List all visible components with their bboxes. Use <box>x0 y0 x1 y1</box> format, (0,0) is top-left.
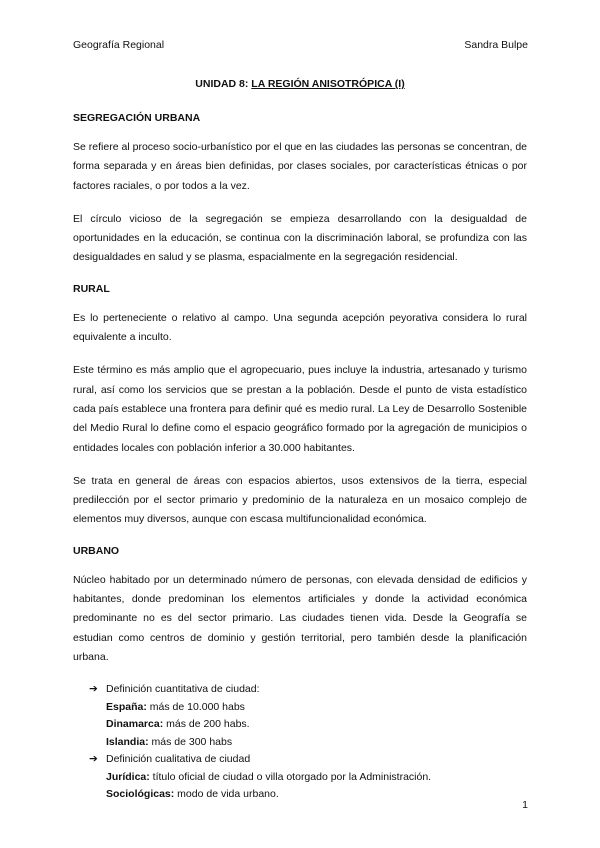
list-item <box>106 769 527 787</box>
document-body <box>73 77 527 804</box>
heading-segregacion: SEGREGACIÓN URBANA <box>73 112 201 124</box>
list-item <box>106 734 527 752</box>
definitions-list-2 <box>73 751 527 769</box>
segregacion-paragraph-2: El círculo vicioso de la segregación se empieza desarrollando con la desigualdad de oportunidades en la educación, se continua con la discriminación laboral, se profundiza con las desigualdades en salud y se plasma, espacialmente en la segregación residencial. <box>73 212 527 264</box>
heading-rural: RURAL <box>73 282 110 295</box>
header-subject: Geografía Regional <box>73 39 165 51</box>
segregacion-paragraph-1: Se refiere al proceso socio-urbanístico por el que en las ciudades las personas se concentran, de forma separada y en áreas bien definidas, por clases sociales, por características étnicas o por factores raciales, o por todos a la vez. <box>73 141 527 192</box>
arrow-right-icon: ➔ <box>89 683 98 696</box>
urbano-paragraph-1: Núcleo habitado por un determinado número de personas, con elevada densidad de edificios y habitantes, donde predominan los elementos artificiales y donde la actividad económica predominante no es del sector primario. Las ciudades tienen vida. Desde la Geografía se estudian como centros de dominio y gestión territorial, pero también desde la planificación urbana. <box>73 573 527 663</box>
title-underlined: LA REGIÓN ANISOTRÓPICA (I) <box>251 78 405 90</box>
arrow-right-icon: ➔ <box>89 753 98 766</box>
list-item <box>89 681 527 699</box>
list-item <box>106 716 527 734</box>
term-label: Islandia: <box>106 735 149 748</box>
list-item <box>89 751 527 769</box>
term-value: título oficial de ciudad o villa otorgado por la Administración. <box>149 770 432 783</box>
list-item <box>106 786 527 804</box>
def-quantitative-items <box>73 699 527 752</box>
term-value: más de 10.000 habs <box>146 700 245 713</box>
term-value: más de 200 habs. <box>163 718 250 731</box>
term-label: España: <box>106 700 147 713</box>
rural-paragraph-3: Se trata en general de áreas con espacios abiertos, usos extensivos de la tierra, especial predilección por el sector primario y predominio de la naturaleza en un mosaico complejo de elementos muy diversos, aunque con escasa multifuncionalidad económica. <box>73 474 527 526</box>
def-qualitative-label: Definición cualitativa de ciudad <box>106 753 251 766</box>
heading-urbano: URBANO <box>73 544 120 557</box>
term-value: más de 300 habs <box>148 735 233 748</box>
title-prefix: UNIDAD 8: <box>195 78 252 90</box>
rural-paragraph-2: Este término es más amplio que el agropecuario, pues incluye la industria, artesanado y turismo rural, así como los servicios que se prestan a la población. Desde el punto de vista estadístico cada país establece una frontera para definir qué es medio rural. La Ley de Desarrollo Sostenible del Medio Rural lo define como el espacio geográfico formado por la agregación de municipios o entidades locales con población inferior a 30.000 habitantes. <box>73 364 527 454</box>
term-value: modo de vida urbano. <box>174 788 279 801</box>
list-item <box>106 699 527 717</box>
term-label: Sociológicas: <box>106 788 175 801</box>
definitions-list <box>73 681 527 699</box>
term-label: Jurídica: <box>106 770 150 783</box>
def-qualitative-items <box>73 769 527 804</box>
page-title <box>73 77 527 91</box>
header-author: Sandra Bulpe <box>464 39 528 51</box>
def-quantitative-label: Definición cuantitativa de ciudad: <box>106 683 260 696</box>
page-number: 1 <box>522 799 528 811</box>
rural-paragraph-1: Es lo perteneciente o relativo al campo. Una segunda acepción peyorativa considera lo rural equivalente a inculto. <box>73 311 527 344</box>
term-label: Dinamarca: <box>106 718 164 731</box>
